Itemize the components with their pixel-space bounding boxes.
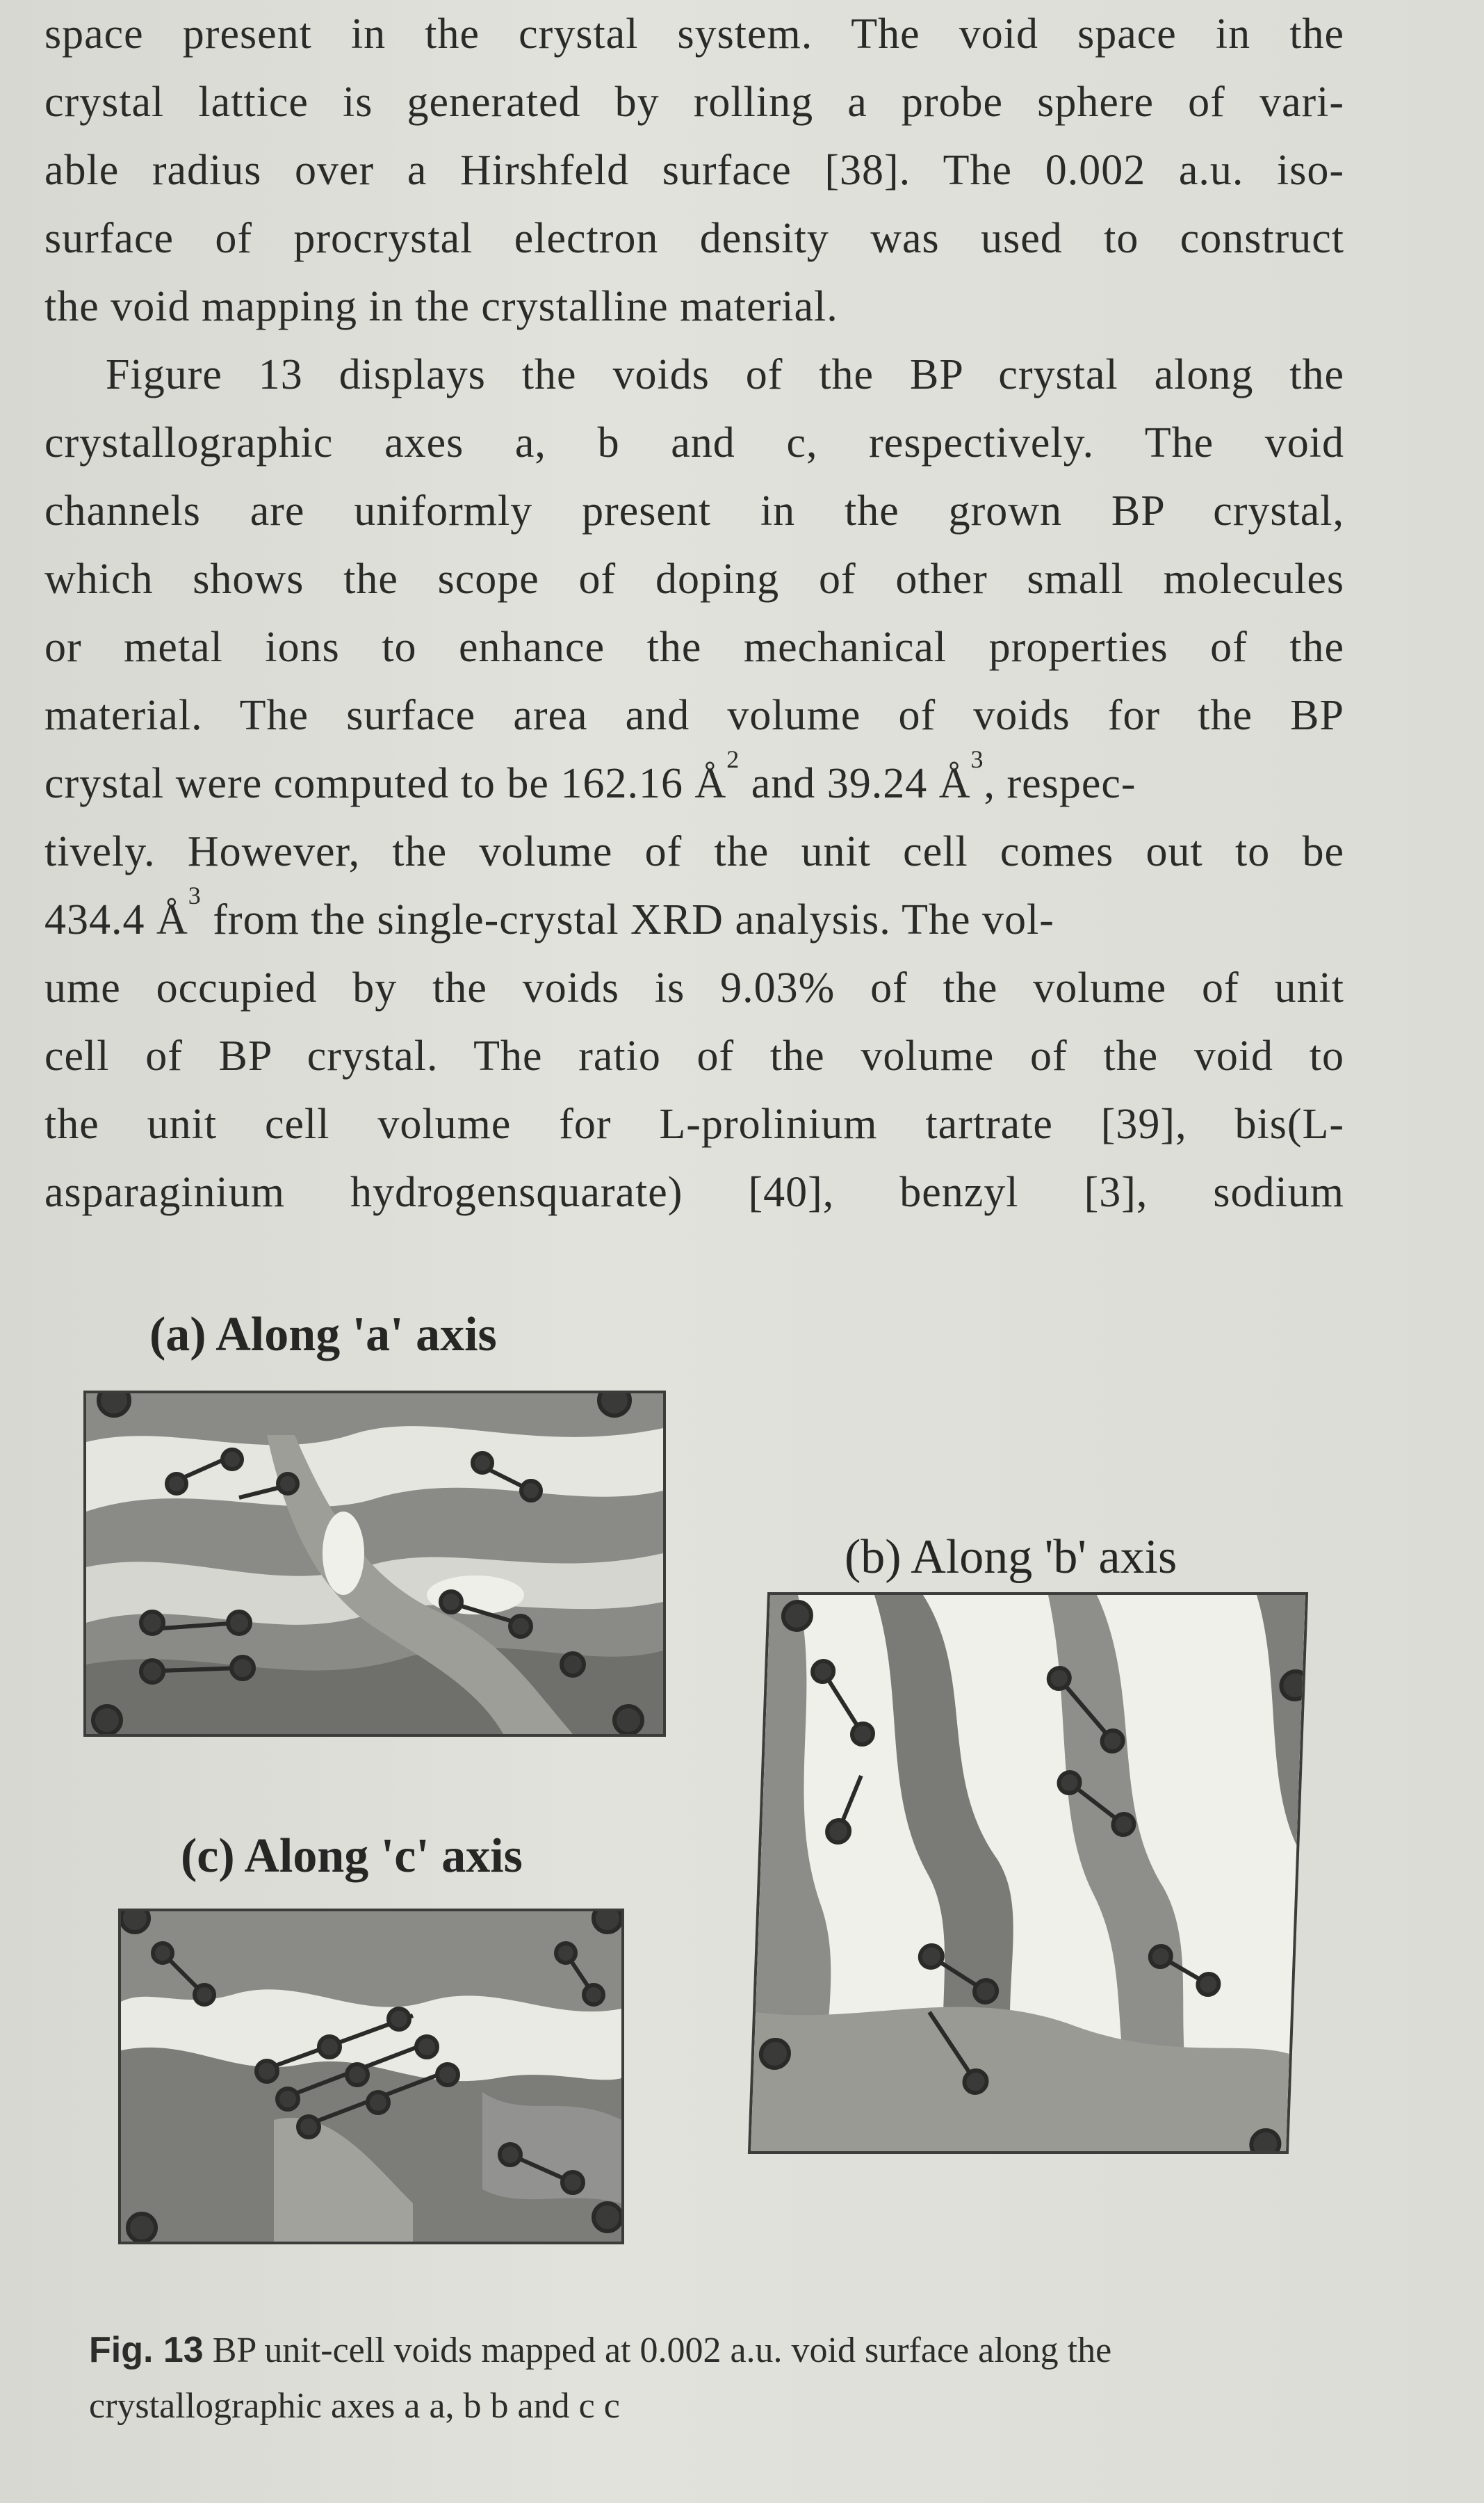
text-line: space present in the crystal system. The void space in the	[44, 10, 1344, 58]
panel-c-image	[118, 1909, 624, 2244]
body-text	[44, 0, 1344, 1226]
text-line: material. The surface area and volume of voids for the BP	[44, 692, 1344, 739]
superscript: 3	[970, 750, 984, 773]
text-line: channels are uniformly present in the grown BP crystal,	[44, 487, 1344, 535]
text-fragment: 434.4 Å	[44, 896, 188, 943]
text-line: cell of BP crystal. The ratio of the volume of the void to	[44, 1032, 1344, 1080]
panel-b-image	[748, 1592, 1308, 2154]
panel-a-image	[83, 1391, 666, 1737]
text-line: which shows the scope of doping of other small molecules	[44, 556, 1344, 603]
text-line: Figure 13 displays the voids of the BP crystal along the	[106, 351, 1344, 398]
text-line: the unit cell volume for L-prolinium tartrate [39], bis(L-	[44, 1101, 1344, 1148]
void-map-a-graphic	[86, 1393, 663, 1734]
panel-b-label: (b) Along 'b' axis	[845, 1530, 1177, 1584]
panel-c-label: (c) Along 'c' axis	[181, 1829, 523, 1883]
superscript: 3	[188, 886, 202, 909]
text-line	[44, 750, 1344, 818]
text-line: crystal lattice is generated by rolling a probe sphere of vari-	[44, 79, 1344, 126]
panel-a-label: (a) Along 'a' axis	[149, 1308, 497, 1361]
void-map-c-graphic	[121, 1911, 621, 2242]
text-line: the void mapping in the crystalline material.	[44, 283, 838, 330]
text-line: able radius over a Hirshfeld surface [38]. The 0.002 a.u. iso-	[44, 147, 1344, 194]
figure-caption	[89, 2322, 1305, 2434]
text-fragment: and 39.24 Å	[740, 760, 971, 807]
text-line: tively. However, the volume of the unit cell comes out to be	[44, 828, 1344, 875]
figure-caption-text: BP unit-cell voids mapped at 0.002 a.u. void surface along the crystallographic axes a a, b b and c c	[89, 2331, 1112, 2426]
text-line: ume occupied by the voids is 9.03% of the volume of unit	[44, 964, 1344, 1012]
text-fragment: from the single-crystal XRD analysis. The vol-	[201, 896, 1054, 943]
text-line: asparaginium hydrogensquarate) [40], benzyl [3], sodium	[44, 1169, 1344, 1216]
text-line: crystallographic axes a, b and c, respectively. The void	[44, 419, 1344, 467]
void-map-b-graphic	[751, 1595, 1305, 2151]
figure-caption-label: Fig. 13	[89, 2330, 204, 2370]
superscript: 2	[726, 750, 740, 773]
text-line: or metal ions to enhance the mechanical properties of the	[44, 624, 1344, 671]
text-line	[44, 886, 1344, 954]
text-fragment: , respec-	[984, 760, 1136, 807]
text-fragment: crystal were computed to be 162.16 Å	[44, 760, 727, 807]
text-line: surface of procrystal electron density was used to construct	[44, 215, 1344, 262]
